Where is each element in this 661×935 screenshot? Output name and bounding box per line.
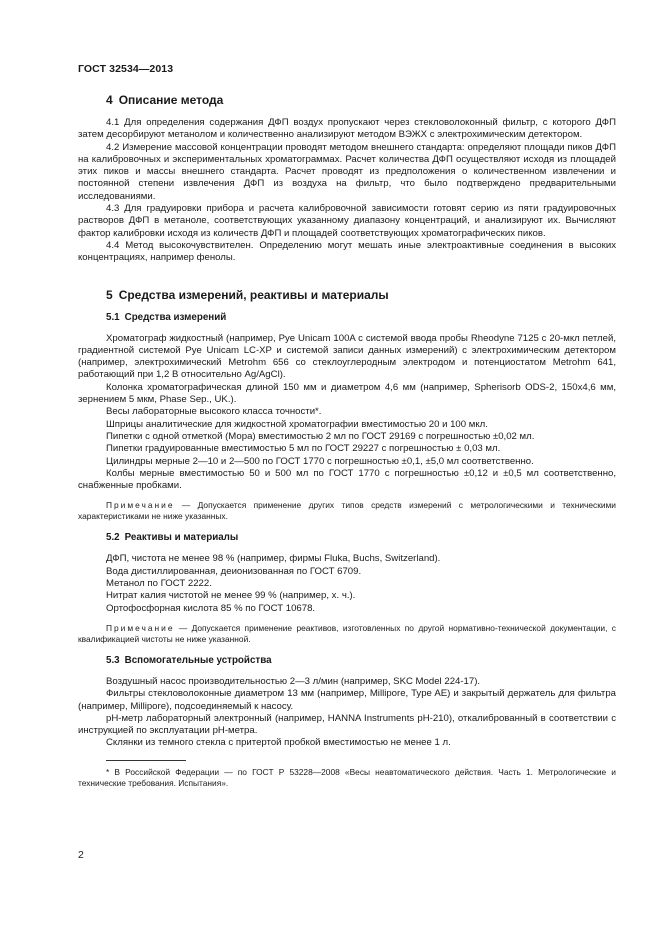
section-5-title: Средства измерений, реактивы и материалы: [118, 287, 389, 302]
paragraph-5-1-item: Колонка хроматографическая длиной 150 мм и диаметром 4,6 мм (например, Spherisorb ODS-2, 150x4,6 мм, зернением 5 мкм, Phase Sep., UK.).: [78, 381, 616, 406]
paragraph-4-3: 4.3 Для градуировки прибора и расчета калибровочной зависимости готовят серию из пяти градуировочных растворов ДФП в метаноле, соответствующих указанному диапазону концентраций, и анализируют их. Вычисляют фактор калибровки исходя из количеств ДФП и площадей соответствующих хроматографических пиков.: [78, 203, 616, 239]
paragraph-5-3-item: pH-метр лабораторный электронный (например, HANNA Instruments pH-210), откалиброванный в соответствии с инструкцией по эксплуатации pH-метра.: [78, 712, 616, 737]
footnote-divider: [106, 760, 186, 761]
footnote: * В Российской Федерации — по ГОСТ Р 53228—2008 «Весы неавтоматического действия. Часть 1. Метрологические и технические требования. Испытания».: [78, 766, 616, 788]
note-label: Примечание: [106, 622, 175, 633]
paragraph-5-2-item: Вода дистиллированная, деионизованная по ГОСТ 6709.: [106, 565, 362, 577]
subsection-5-1-number: 5.1: [106, 311, 120, 323]
section-5-heading: [106, 288, 616, 302]
section-4-heading: [106, 93, 616, 107]
subsection-5-3-number: 5.3: [106, 654, 120, 666]
note-text: — Допускается применение реактивов, изготовленных по другой нормативно-технической документации, с квалификацией чистоты не ниже указанной.: [78, 622, 616, 644]
paragraph-5-3-item: Склянки из темного стекла с притертой пробкой вместимостью не менее 1 л.: [106, 737, 451, 749]
note-text: — Допускается применение других типов средств измерений с метрологическими и техническими характеристиками не ниже указанных.: [78, 500, 616, 522]
note-5-1: [78, 500, 616, 522]
subsection-5-2-number: 5.2: [106, 532, 120, 544]
paragraph-5-3-item: Фильтры стекловолоконные диаметром 13 мм (например, Millipore, Type AE) и закрытый держатель для фильтра (например, Millipore), подсоединяемый к насосу.: [78, 688, 616, 712]
paragraph-5-1-item: Пипетки с одной отметкой (Мора) вместимостью 2 мл по ГОСТ 29169 с погрешностью ±0,02 мл.: [106, 430, 535, 442]
paragraph-5-1-item: Шприцы аналитические для жидкостной хроматографии вместимостью 20 и 100 мкл.: [106, 418, 488, 430]
paragraph-5-1-item: Колбы мерные вместимостью 50 и 500 мл по ГОСТ 1770 с погрешностью ±0,12 и ±0,5 мл соответственно, снабженные пробками.: [78, 467, 616, 492]
paragraph-5-1-item: Пипетки градуированные вместимостью 5 мл по ГОСТ 29227 с погрешностью ± 0,03 мл.: [106, 443, 501, 455]
page-content: [78, 93, 616, 789]
subsection-5-2-heading: [106, 532, 616, 544]
paragraph-5-3-item: Воздушный насос производительностью 2—3 л/мин (например, SKC Model 224-17).: [106, 675, 481, 687]
paragraph-5-1-item: Цилиндры мерные 2—10 и 2—500 по ГОСТ 1770 с погрешностью ±0,1, ±5,0 мл соответственно.: [106, 455, 534, 467]
note-5-2: [78, 623, 616, 645]
section-4-number: 4: [106, 93, 113, 107]
subsection-5-1-title: Средства измерений: [124, 311, 227, 323]
note-label: Примечание: [106, 500, 175, 511]
paragraph-5-2-item: Ортофосфорная кислота 85 % по ГОСТ 10678.: [106, 602, 316, 614]
section-4-title: Описание метода: [118, 93, 224, 107]
paragraph-4-2: 4.2 Измерение массовой концентрации проводят методом внешнего стандарта: определяют площади пиков ДФП на калибровочных и экспериментальных хроматограммах. Расчет количества ДФП осуществляют исходя из площадей этих пиков и массы внешнего стандарта. Расчет проводят из предположения о количественном извлечении и постоянной степени извлечения ДФП из воздуха на фильтр, что было подтверждено предварительными исследованиями.: [78, 141, 616, 202]
document-code-header: ГОСТ 32534—2013: [78, 63, 174, 75]
paragraph-4-4: 4.4 Метод высокочувствителен. Определению могут мешать иные электроактивные соединения в высоких концентрациях, например фенолы.: [78, 239, 616, 264]
page-number: 2: [78, 849, 84, 861]
paragraph-4-1: 4.1 Для определения содержания ДФП воздух пропускают через стекловолоконный фильтр, с которого ДФП затем десорбируют метанолом и количественно анализируют методом ВЭЖХ с электрохимическим детектором.: [78, 117, 616, 141]
paragraph-5-1-item: Хроматограф жидкостный (например, Pye Unicam 100A с системой ввода пробы Rheodyne 7125 с 20-мкл петлей, градиентной системой Pye Unicam LC-XP и системой записи данных измерений) с электрохимическим детектором (например, электрохимический Metrohm 656 со стеклоуглеродным электродом и потенциостатом Metrohm 641, работающий при 1,2 В относительно Ag/AgCl).: [78, 332, 616, 381]
subsection-5-2-title: Реактивы и материалы: [124, 532, 239, 544]
subsection-5-1-heading: [106, 312, 616, 324]
subsection-5-3-heading: [106, 655, 616, 667]
paragraph-5-1-item: Весы лабораторные высокого класса точности*.: [106, 406, 322, 418]
paragraph-5-2-item: ДФП, чистота не менее 98 % (например, фирмы Fluka, Buchs, Switzerland).: [106, 553, 441, 565]
paragraph-5-2-item: Нитрат калия чистотой не менее 99 % (например, х. ч.).: [106, 590, 356, 602]
subsection-5-3-title: Вспомогательные устройства: [124, 654, 272, 666]
document-page: [78, 0, 616, 935]
paragraph-5-2-item: Метанол по ГОСТ 2222.: [106, 578, 212, 590]
section-5-number: 5: [106, 287, 113, 302]
